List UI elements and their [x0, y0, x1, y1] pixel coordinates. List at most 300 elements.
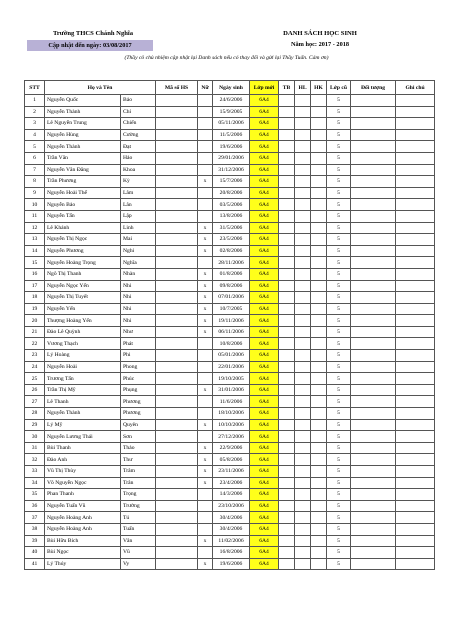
cell-old-class: 5 — [327, 326, 351, 338]
cell-student-id — [156, 234, 198, 246]
cell-tb — [279, 373, 295, 385]
cell-tb — [279, 210, 295, 222]
cell-notes — [396, 512, 435, 524]
cell-tb — [279, 164, 295, 176]
cell-last-name: Bùi Thanh — [45, 442, 121, 454]
cell-female: x — [198, 268, 213, 280]
cell-hl — [295, 454, 311, 466]
cell-hk — [311, 187, 327, 199]
table-row — [25, 222, 435, 234]
cell-student-id — [156, 292, 198, 304]
cell-hl — [295, 535, 311, 547]
cell-last-name: Lý Thúy — [45, 558, 121, 570]
cell-hk — [311, 558, 327, 570]
cell-old-class: 5 — [327, 106, 351, 118]
cell-new-class: 6A4 — [250, 222, 279, 234]
cell-student-id — [156, 199, 198, 211]
cell-tb — [279, 303, 295, 315]
cell-notes — [396, 466, 435, 478]
cell-stt: 18 — [25, 292, 45, 304]
cell-birth-date: 23/10/2006 — [213, 500, 250, 512]
cell-female: x — [198, 292, 213, 304]
cell-last-name: Lê Thanh — [45, 396, 121, 408]
student-table — [24, 80, 435, 570]
cell-hk — [311, 118, 327, 130]
cell-notes — [396, 268, 435, 280]
cell-hl — [295, 373, 311, 385]
cell-last-name: Nguyễn Hoài Thế — [45, 187, 121, 199]
cell-last-name: Nguyễn Hùng — [45, 129, 121, 141]
cell-new-class: 6A4 — [250, 95, 279, 107]
cell-category — [351, 222, 396, 234]
cell-tb — [279, 419, 295, 431]
cell-category — [351, 361, 396, 373]
col-notes: Ghi chú — [396, 81, 435, 95]
table-row — [25, 477, 435, 489]
cell-hk — [311, 384, 327, 396]
cell-student-id — [156, 315, 198, 327]
cell-old-class: 5 — [327, 547, 351, 559]
cell-old-class: 5 — [327, 234, 351, 246]
cell-first-name: Phụng — [121, 384, 156, 396]
cell-category — [351, 257, 396, 269]
cell-female — [198, 152, 213, 164]
cell-birth-date: 30/4/2006 — [213, 523, 250, 535]
cell-first-name: Vân — [121, 535, 156, 547]
cell-last-name: Nguyễn Hoàng Trọng — [45, 257, 121, 269]
cell-hl — [295, 280, 311, 292]
cell-student-id — [156, 245, 198, 257]
cell-notes — [396, 373, 435, 385]
cell-female — [198, 489, 213, 501]
cell-first-name: Lân — [121, 199, 156, 211]
cell-student-id — [156, 338, 198, 350]
cell-hl — [295, 326, 311, 338]
cell-first-name: Tuấn — [121, 523, 156, 535]
cell-first-name: Thư — [121, 454, 156, 466]
school-name: Trường THCS Chánh Nghĩa — [52, 30, 134, 37]
cell-tb — [279, 292, 295, 304]
cell-stt: 25 — [25, 373, 45, 385]
cell-last-name: Lê Nguyễn Trung — [45, 118, 121, 130]
table-row — [25, 187, 435, 199]
col-hk: HK — [311, 81, 327, 95]
table-row — [25, 466, 435, 478]
cell-category — [351, 315, 396, 327]
cell-birth-date: 11/02/2006 — [213, 535, 250, 547]
cell-new-class: 6A4 — [250, 199, 279, 211]
cell-birth-date: 07/01/2006 — [213, 292, 250, 304]
cell-old-class: 5 — [327, 419, 351, 431]
cell-student-id — [156, 431, 198, 443]
cell-tb — [279, 350, 295, 362]
cell-tb — [279, 512, 295, 524]
cell-tb — [279, 257, 295, 269]
cell-category — [351, 454, 396, 466]
cell-hk — [311, 489, 327, 501]
cell-new-class: 6A4 — [250, 118, 279, 130]
cell-birth-date: 27/12/2006 — [213, 431, 250, 443]
cell-new-class: 6A4 — [250, 454, 279, 466]
cell-stt: 32 — [25, 454, 45, 466]
cell-category — [351, 396, 396, 408]
table-row — [25, 361, 435, 373]
cell-stt: 3 — [25, 118, 45, 130]
cell-student-id — [156, 303, 198, 315]
cell-tb — [279, 477, 295, 489]
cell-notes — [396, 361, 435, 373]
cell-tb — [279, 106, 295, 118]
col-birth-date: Ngày sinh — [213, 81, 250, 95]
table-row — [25, 338, 435, 350]
cell-last-name: Nguyễn Phương — [45, 245, 121, 257]
cell-old-class: 5 — [327, 152, 351, 164]
table-row — [25, 176, 435, 188]
cell-category — [351, 466, 396, 478]
table-row — [25, 268, 435, 280]
cell-tb — [279, 442, 295, 454]
cell-new-class: 6A4 — [250, 234, 279, 246]
col-stt: STT — [25, 81, 45, 95]
cell-new-class: 6A4 — [250, 303, 279, 315]
table-row — [25, 419, 435, 431]
cell-student-id — [156, 210, 198, 222]
cell-tb — [279, 361, 295, 373]
cell-first-name: Kỳ — [121, 176, 156, 188]
cell-student-id — [156, 326, 198, 338]
cell-hk — [311, 280, 327, 292]
cell-first-name: Cường — [121, 129, 156, 141]
cell-stt: 24 — [25, 361, 45, 373]
cell-notes — [396, 396, 435, 408]
cell-first-name: Phương — [121, 408, 156, 420]
cell-student-id — [156, 384, 198, 396]
cell-birth-date: 19/6/2006 — [213, 141, 250, 153]
cell-stt: 35 — [25, 489, 45, 501]
cell-hk — [311, 222, 327, 234]
cell-student-id — [156, 477, 198, 489]
cell-student-id — [156, 95, 198, 107]
cell-hk — [311, 141, 327, 153]
cell-new-class: 6A4 — [250, 338, 279, 350]
cell-female: x — [198, 326, 213, 338]
cell-new-class: 6A4 — [250, 106, 279, 118]
cell-first-name: Trường — [121, 500, 156, 512]
cell-birth-date: 30/4/2006 — [213, 512, 250, 524]
cell-female — [198, 338, 213, 350]
cell-female — [198, 523, 213, 535]
cell-new-class: 6A4 — [250, 396, 279, 408]
cell-hk — [311, 326, 327, 338]
cell-category — [351, 547, 396, 559]
cell-student-id — [156, 523, 198, 535]
cell-birth-date: 09/8/2006 — [213, 280, 250, 292]
cell-notes — [396, 523, 435, 535]
cell-category — [351, 95, 396, 107]
cell-tb — [279, 535, 295, 547]
cell-old-class: 5 — [327, 118, 351, 130]
cell-hl — [295, 176, 311, 188]
cell-stt: 12 — [25, 222, 45, 234]
cell-category — [351, 431, 396, 443]
cell-student-id — [156, 187, 198, 199]
table-row — [25, 141, 435, 153]
col-full-name: Họ và Tên — [45, 81, 156, 95]
cell-new-class: 6A4 — [250, 489, 279, 501]
cell-female — [198, 129, 213, 141]
cell-female: x — [198, 315, 213, 327]
cell-birth-date: 03/5/2006 — [213, 199, 250, 211]
col-hl: HL — [295, 81, 311, 95]
cell-tb — [279, 222, 295, 234]
cell-first-name: Mai — [121, 234, 156, 246]
cell-last-name: Nguyễn Lương Thái — [45, 431, 121, 443]
cell-category — [351, 280, 396, 292]
cell-female: x — [198, 535, 213, 547]
cell-category — [351, 106, 396, 118]
cell-first-name: Thảo — [121, 442, 156, 454]
table-row — [25, 280, 435, 292]
cell-birth-date: 31/12/2006 — [213, 164, 250, 176]
cell-female — [198, 431, 213, 443]
cell-old-class: 5 — [327, 454, 351, 466]
cell-new-class: 6A4 — [250, 466, 279, 478]
cell-stt: 31 — [25, 442, 45, 454]
cell-hk — [311, 373, 327, 385]
cell-hl — [295, 315, 311, 327]
cell-female — [198, 361, 213, 373]
table-row — [25, 292, 435, 304]
cell-birth-date: 29/01/2006 — [213, 152, 250, 164]
cell-student-id — [156, 118, 198, 130]
cell-female: x — [198, 303, 213, 315]
cell-birth-date: 14/3/2006 — [213, 489, 250, 501]
cell-old-class: 5 — [327, 210, 351, 222]
cell-hl — [295, 95, 311, 107]
cell-category — [351, 500, 396, 512]
cell-last-name: Trương Tấn — [45, 373, 121, 385]
cell-category — [351, 210, 396, 222]
cell-old-class: 5 — [327, 257, 351, 269]
cell-old-class: 5 — [327, 500, 351, 512]
cell-last-name: Bùi Ngọc — [45, 547, 121, 559]
cell-new-class: 6A4 — [250, 268, 279, 280]
cell-birth-date: 11/6/2006 — [213, 396, 250, 408]
cell-first-name: Như — [121, 326, 156, 338]
cell-stt: 28 — [25, 408, 45, 420]
cell-tb — [279, 129, 295, 141]
cell-notes — [396, 152, 435, 164]
table-row — [25, 257, 435, 269]
cell-old-class: 5 — [327, 141, 351, 153]
cell-last-name: Đào Lê Quỳnh — [45, 326, 121, 338]
cell-hk — [311, 547, 327, 559]
cell-first-name: Linh — [121, 222, 156, 234]
cell-student-id — [156, 164, 198, 176]
cell-first-name: Nhi — [121, 292, 156, 304]
cell-hl — [295, 384, 311, 396]
cell-old-class: 5 — [327, 373, 351, 385]
cell-birth-date: 23/11/2006 — [213, 466, 250, 478]
cell-birth-date: 28/11/2006 — [213, 257, 250, 269]
table-row — [25, 129, 435, 141]
cell-notes — [396, 315, 435, 327]
cell-last-name: Thượng Hoàng Yến — [45, 315, 121, 327]
cell-first-name: Nghĩa — [121, 257, 156, 269]
cell-hl — [295, 547, 311, 559]
cell-student-id — [156, 454, 198, 466]
cell-first-name: Nhi — [121, 280, 156, 292]
instruction-note: (Thầy cô chủ nhiệm cập nhật lại Danh sách nếu có thay đổi và gửi lại Thầy Tuấn. Cám ơn) — [124, 55, 329, 61]
cell-stt: 34 — [25, 477, 45, 489]
table-row — [25, 373, 435, 385]
cell-notes — [396, 292, 435, 304]
cell-female: x — [198, 477, 213, 489]
cell-hl — [295, 199, 311, 211]
cell-female — [198, 396, 213, 408]
cell-new-class: 6A4 — [250, 176, 279, 188]
cell-birth-date: 31/5/2006 — [213, 222, 250, 234]
cell-notes — [396, 477, 435, 489]
cell-last-name: Nguyễn Thị Tuyết — [45, 292, 121, 304]
cell-tb — [279, 152, 295, 164]
cell-hk — [311, 535, 327, 547]
cell-hk — [311, 245, 327, 257]
cell-category — [351, 350, 396, 362]
page-title: DANH SÁCH HỌC SINH — [283, 30, 357, 37]
cell-hk — [311, 315, 327, 327]
cell-hl — [295, 361, 311, 373]
cell-tb — [279, 280, 295, 292]
cell-notes — [396, 408, 435, 420]
cell-tb — [279, 431, 295, 443]
cell-tb — [279, 466, 295, 478]
cell-birth-date: 18/10/2006 — [213, 408, 250, 420]
cell-last-name: Lê Khánh — [45, 222, 121, 234]
cell-birth-date: 15/9/2005 — [213, 106, 250, 118]
cell-last-name: Bùi Hữu Bích — [45, 535, 121, 547]
cell-notes — [396, 500, 435, 512]
cell-last-name: Ngô Thị Thanh — [45, 268, 121, 280]
cell-notes — [396, 164, 435, 176]
cell-stt: 33 — [25, 466, 45, 478]
table-row — [25, 303, 435, 315]
cell-first-name: Tú — [121, 512, 156, 524]
table-row — [25, 234, 435, 246]
cell-tb — [279, 384, 295, 396]
cell-hl — [295, 164, 311, 176]
col-category: Đối tượng — [351, 81, 396, 95]
cell-birth-date: 10/10/2006 — [213, 419, 250, 431]
table-row — [25, 106, 435, 118]
cell-stt: 15 — [25, 257, 45, 269]
cell-female — [198, 199, 213, 211]
cell-birth-date: 22/9/2006 — [213, 442, 250, 454]
cell-student-id — [156, 489, 198, 501]
cell-old-class: 5 — [327, 280, 351, 292]
cell-tb — [279, 396, 295, 408]
cell-hk — [311, 176, 327, 188]
cell-last-name: Nguyễn Thành — [45, 106, 121, 118]
cell-last-name: Nguyễn Hoài — [45, 361, 121, 373]
cell-last-name: Nguyễn Tấn — [45, 210, 121, 222]
cell-stt: 22 — [25, 338, 45, 350]
cell-notes — [396, 338, 435, 350]
cell-old-class: 5 — [327, 199, 351, 211]
cell-last-name: Trần Văn — [45, 152, 121, 164]
cell-last-name: Trần Thị Mỹ — [45, 384, 121, 396]
cell-old-class: 5 — [327, 338, 351, 350]
table-header-row — [25, 81, 435, 95]
cell-female — [198, 350, 213, 362]
col-student-id: Mã số HS — [156, 81, 198, 95]
cell-first-name: Nhàn — [121, 268, 156, 280]
cell-last-name: Vũ Thị Thùy — [45, 466, 121, 478]
cell-stt: 30 — [25, 431, 45, 443]
cell-hl — [295, 257, 311, 269]
cell-old-class: 5 — [327, 558, 351, 570]
cell-first-name: Nghi — [121, 245, 156, 257]
cell-student-id — [156, 257, 198, 269]
cell-tb — [279, 118, 295, 130]
cell-notes — [396, 547, 435, 559]
cell-category — [351, 118, 396, 130]
cell-female: x — [198, 176, 213, 188]
cell-new-class: 6A4 — [250, 535, 279, 547]
table-row — [25, 442, 435, 454]
cell-first-name: Lập — [121, 210, 156, 222]
cell-new-class: 6A4 — [250, 408, 279, 420]
cell-student-id — [156, 152, 198, 164]
cell-stt: 40 — [25, 547, 45, 559]
cell-hk — [311, 164, 327, 176]
cell-hk — [311, 523, 327, 535]
cell-last-name: Đào Anh — [45, 454, 121, 466]
cell-student-id — [156, 268, 198, 280]
cell-notes — [396, 210, 435, 222]
cell-last-name: Nguyễn Thành — [45, 141, 121, 153]
cell-new-class: 6A4 — [250, 361, 279, 373]
cell-first-name: Phúc — [121, 373, 156, 385]
cell-first-name: Trâm — [121, 466, 156, 478]
cell-last-name: Võ Nguyễn Ngọc — [45, 477, 121, 489]
cell-birth-date: 06/11/2006 — [213, 326, 250, 338]
cell-student-id — [156, 500, 198, 512]
cell-stt: 39 — [25, 535, 45, 547]
cell-new-class: 6A4 — [250, 419, 279, 431]
cell-old-class: 5 — [327, 164, 351, 176]
cell-first-name: Lâm — [121, 187, 156, 199]
cell-category — [351, 338, 396, 350]
cell-stt: 17 — [25, 280, 45, 292]
cell-hk — [311, 419, 327, 431]
cell-hk — [311, 361, 327, 373]
cell-stt: 11 — [25, 210, 45, 222]
cell-category — [351, 558, 396, 570]
cell-hl — [295, 396, 311, 408]
cell-hk — [311, 408, 327, 420]
table-row — [25, 535, 435, 547]
cell-last-name: Vương Thạch — [45, 338, 121, 350]
cell-last-name: Lý Hoàng — [45, 350, 121, 362]
cell-notes — [396, 95, 435, 107]
cell-birth-date: 05/8/2006 — [213, 454, 250, 466]
cell-female: x — [198, 234, 213, 246]
table-row — [25, 326, 435, 338]
cell-tb — [279, 199, 295, 211]
cell-hl — [295, 477, 311, 489]
cell-last-name: Nguyễn Hoàng Anh — [45, 512, 121, 524]
